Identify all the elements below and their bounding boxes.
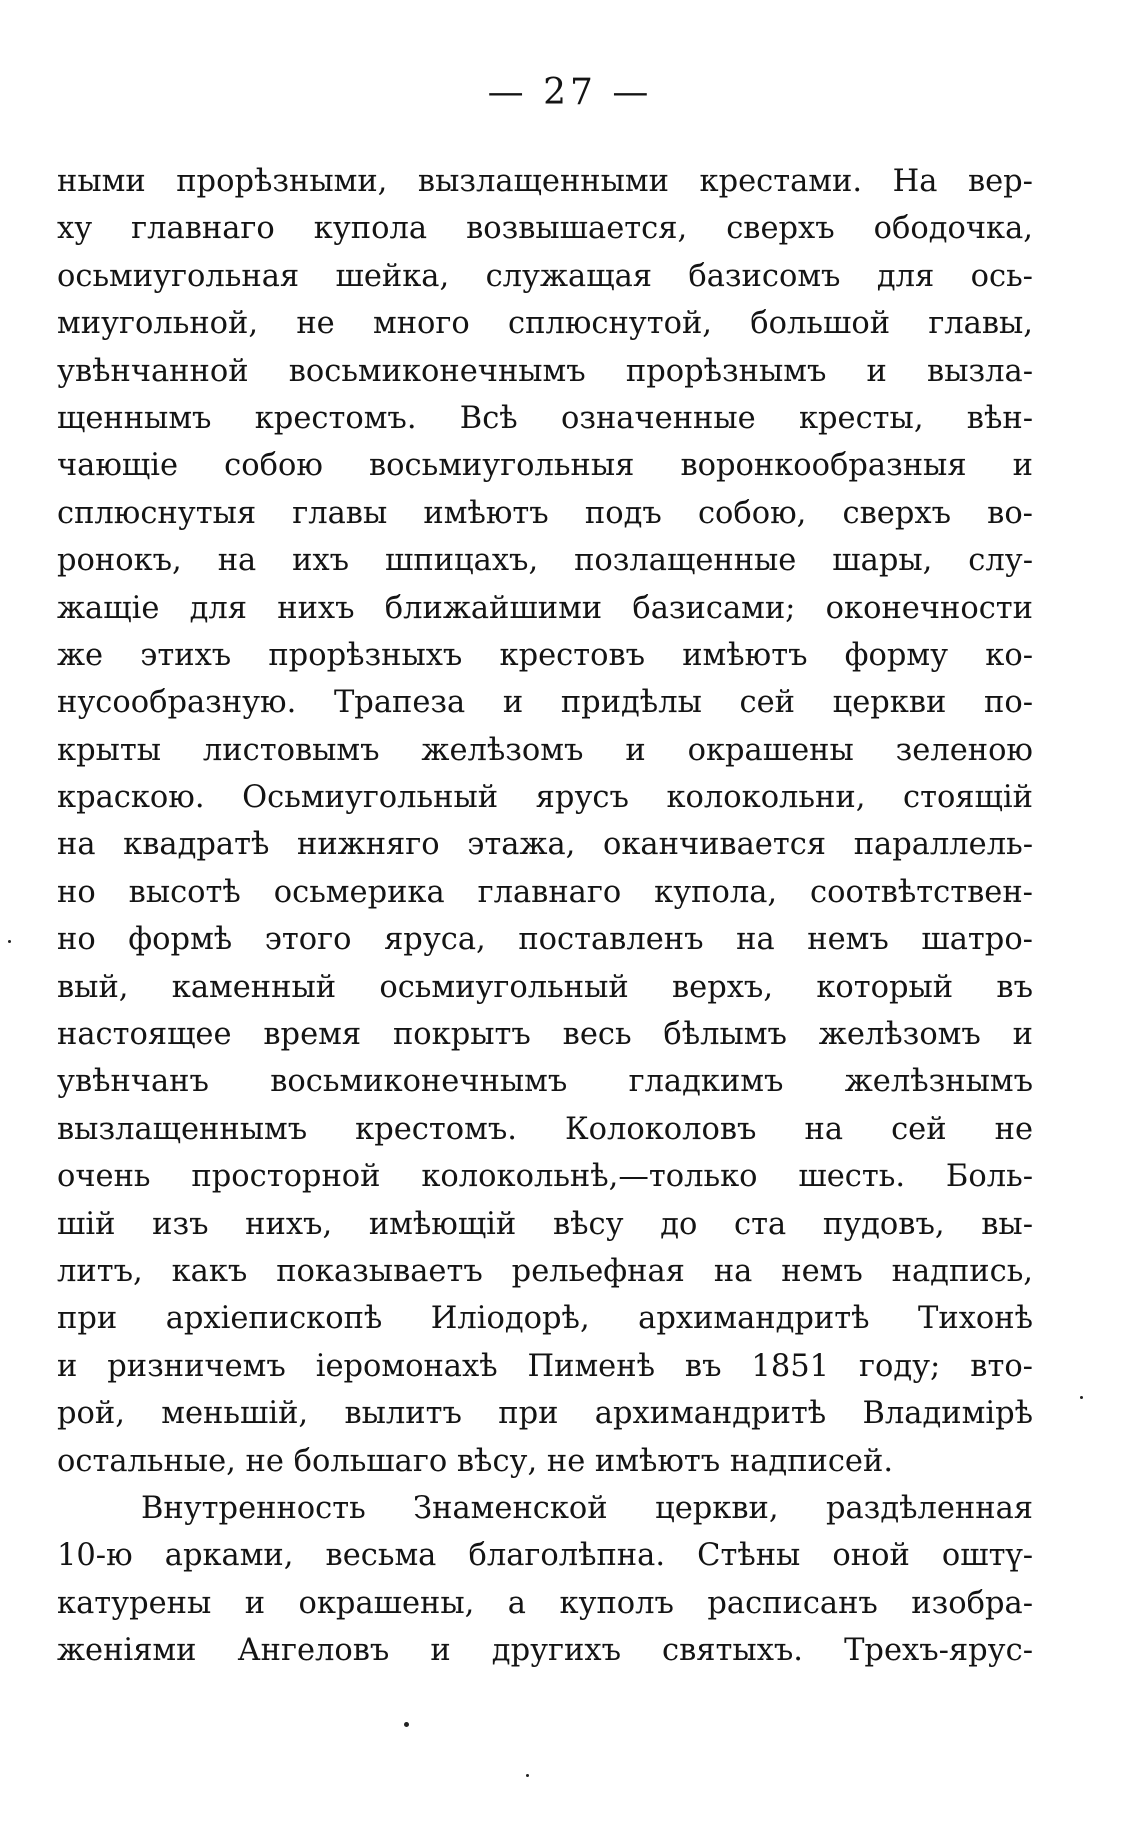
body-text: [57, 158, 1033, 1675]
text-line: вызлащеннымъ крестомъ. Колоколовъ на сей не: [57, 1111, 1033, 1147]
scan-speck: [8, 940, 11, 943]
text-line: увѣнчанной восьмиконечнымъ прорѣзнымъ и вызла-: [57, 353, 1033, 389]
text-line: при архіепископѣ Иліодорѣ, архимандритѣ Тихонѣ: [57, 1301, 1033, 1337]
text-line: катурены и окрашены, а куполъ расписанъ изобра-: [57, 1585, 1033, 1621]
text-line: и ризничемъ іеромонахѣ Пименѣ въ 1851 году; вто-: [57, 1348, 1033, 1384]
text-line: настоящее время покрытъ весь бѣлымъ желѣзомъ и: [57, 1017, 1033, 1053]
text-line: литъ, какъ показываетъ рельефная на немъ надпись,: [57, 1253, 1033, 1289]
text-line: женіями Ангеловъ и другихъ святыхъ. Трехъ-ярус-: [57, 1633, 1033, 1669]
text-line: ными прорѣзными, вызлащенными крестами. На вер-: [57, 164, 1033, 199]
text-line: крыты листовымъ желѣзомъ и окрашены зеленою: [57, 732, 1033, 768]
text-line: жащіе для нихъ ближайшими базисами; оконечности: [57, 590, 1033, 626]
text-line: на квадратѣ нижняго этажа, оканчивается параллель-: [57, 827, 1033, 863]
scan-speck: [526, 1774, 529, 1777]
text-line: краскою. Осьмиугольный ярусъ колокольни, стоящій: [57, 780, 1033, 816]
text-line: нусообразную. Трапеза и придѣлы сей церкви по-: [57, 685, 1033, 721]
text-line: рой, меньшій, вылитъ при архимандритѣ Владимірѣ: [57, 1396, 1033, 1432]
text-line: осьмиугольная шейка, служащая базисомъ для ось-: [57, 258, 1033, 294]
text-line: щеннымъ крестомъ. Всѣ означенные кресты, вѣн-: [57, 400, 1033, 436]
scan-speck: [1080, 1396, 1083, 1399]
text-line: шій изъ нихъ, имѣющій вѣсу до ста пудовъ, вы-: [57, 1206, 1033, 1242]
text-line: сплюснутыя главы имѣютъ подъ собою, сверхъ во-: [57, 495, 1033, 531]
text-line: вый, каменный осьмиугольный верхъ, который въ: [57, 969, 1033, 1005]
text-line: но формѣ этого яруса, поставленъ на немъ шатро-: [57, 922, 1033, 958]
text-line: ху главнаго купола возвышается, сверхъ ободочка,: [57, 211, 1033, 247]
text-line: ронокъ, на ихъ шпицахъ, позлащенные шары, слу-: [57, 543, 1033, 579]
text-line: остальные, не большаго вѣсу, не имѣютъ надписей.: [57, 1443, 894, 1479]
text-line: чающіе собою восьмиугольныя воронкообразныя и: [57, 448, 1033, 484]
page-number: — 27 —: [487, 72, 653, 113]
paragraph-first-line: Внутренность Знаменской церкви, раздѣленная: [141, 1490, 1033, 1526]
text-line: увѣнчанъ восьмиконечнымъ гладкимъ желѣзнымъ: [57, 1064, 1033, 1100]
text-line: миугольной, не много сплюснутой, большой главы,: [57, 306, 1033, 342]
text-line: очень просторной колокольнѣ,—только шесть. Боль-: [57, 1159, 1033, 1195]
text-line: но высотѣ осьмерика главнаго купола, соотвѣтствен-: [57, 874, 1033, 910]
text-line: же этихъ прорѣзныхъ крестовъ имѣютъ форму ко-: [57, 637, 1033, 673]
scan-speck: [404, 1722, 409, 1727]
text-line: 10-ю арками, весьма благолѣпна. Стѣны оной оштү-: [57, 1538, 1033, 1574]
